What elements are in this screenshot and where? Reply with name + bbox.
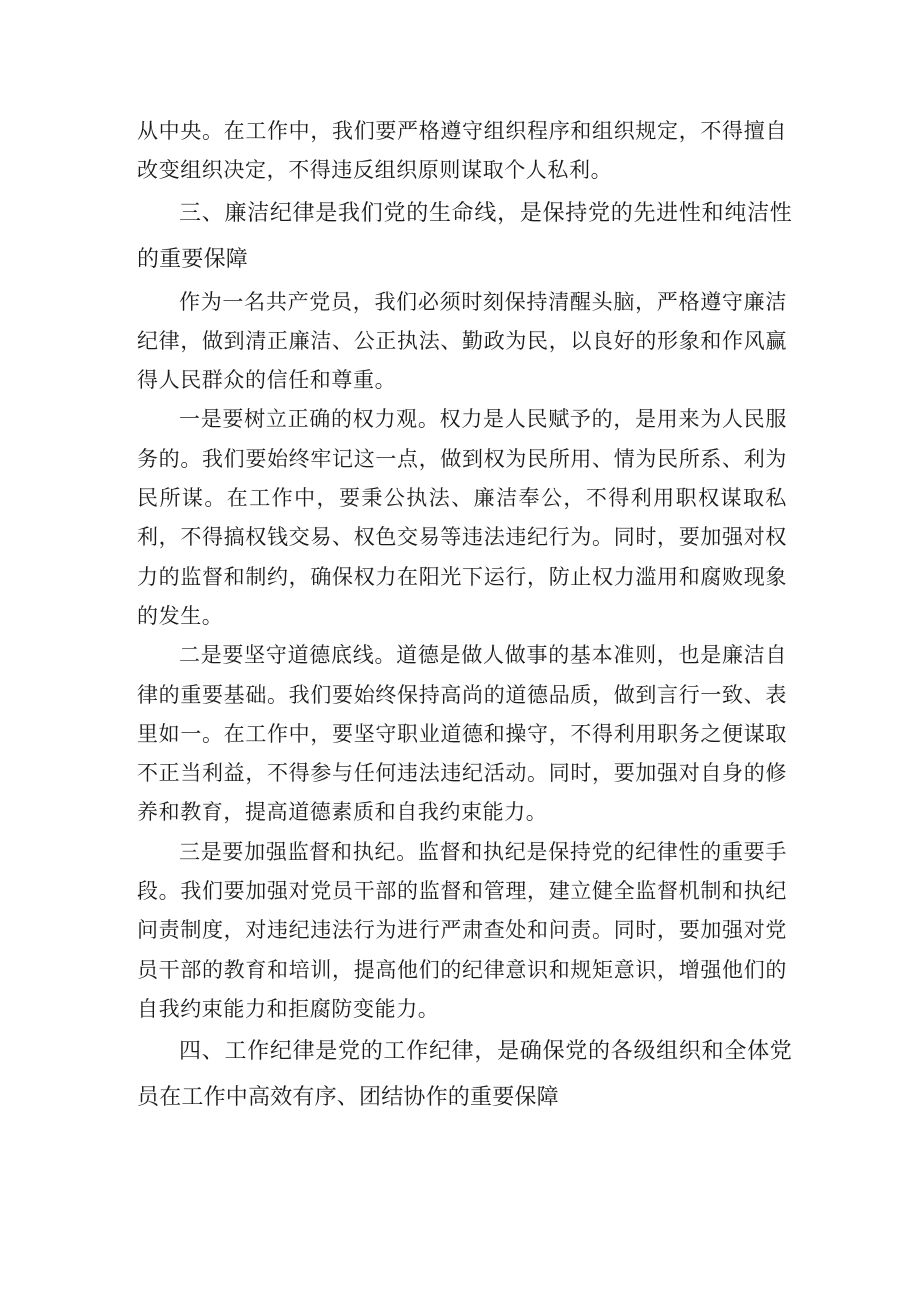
paragraph-intro: 作为一名共产党员，我们必须时刻保持清醒头脑，严格遵守廉洁纪律，做到清正廉洁、公正执法、勤政为民，以良好的形象和作风赢得人民群众的信任和尊重。 bbox=[137, 289, 787, 393]
section-heading-4: 四、工作纪律是党的工作纪律，是确保党的各级组织和全体党员在工作中高效有序、团结协作的重要保障 bbox=[137, 1039, 792, 1111]
paragraph-continuation: 从中央。在工作中，我们要严格遵守组织程序和组织规定，不得擅自改变组织决定，不得违反组织原则谋取个人私利。 bbox=[137, 119, 787, 183]
section-heading-3: 三、廉洁纪律是我们党的生命线，是保持党的先进性和纯洁性的重要保障 bbox=[137, 200, 792, 272]
paragraph-point-1: 一是要树立正确的权力观。权力是人民赋予的，是用来为人民服务的。我们要始终牢记这一点，做到权为民所用、情为民所系、利为民所谋。在工作中，要秉公执法、廉洁奉公，不得利用职权谋取私利，不得搞权钱交易、权色交易等违法违纪行为。同时，要加强对权力的监督和制约，确保权力在阳光下运行，防止权力滥用和腐败现象的发生。 bbox=[137, 407, 787, 628]
paragraph-point-2: 二是要坚守道德底线。道德是做人做事的基本准则，也是廉洁自律的重要基础。我们要始终保持高尚的道德品质，做到言行一致、表里如一。在工作中，要坚守职业道德和操守，不得利用职务之便谋取不正当利益，不得参与任何违法违纪活动。同时，要加强对自身的修养和教育，提高道德素质和自我约束能力。 bbox=[137, 643, 787, 825]
paragraph-point-3: 三是要加强监督和执纪。监督和执纪是保持党的纪律性的重要手段。我们要加强对党员干部的监督和管理，建立健全监督机制和执纪问责制度，对违纪违法行为进行严肃查处和问责。同时，要加强对党员干部的教育和培训，提高他们的纪律意识和规矩意识，增强他们的自我约束能力和拒腐防变能力。 bbox=[137, 839, 787, 1021]
